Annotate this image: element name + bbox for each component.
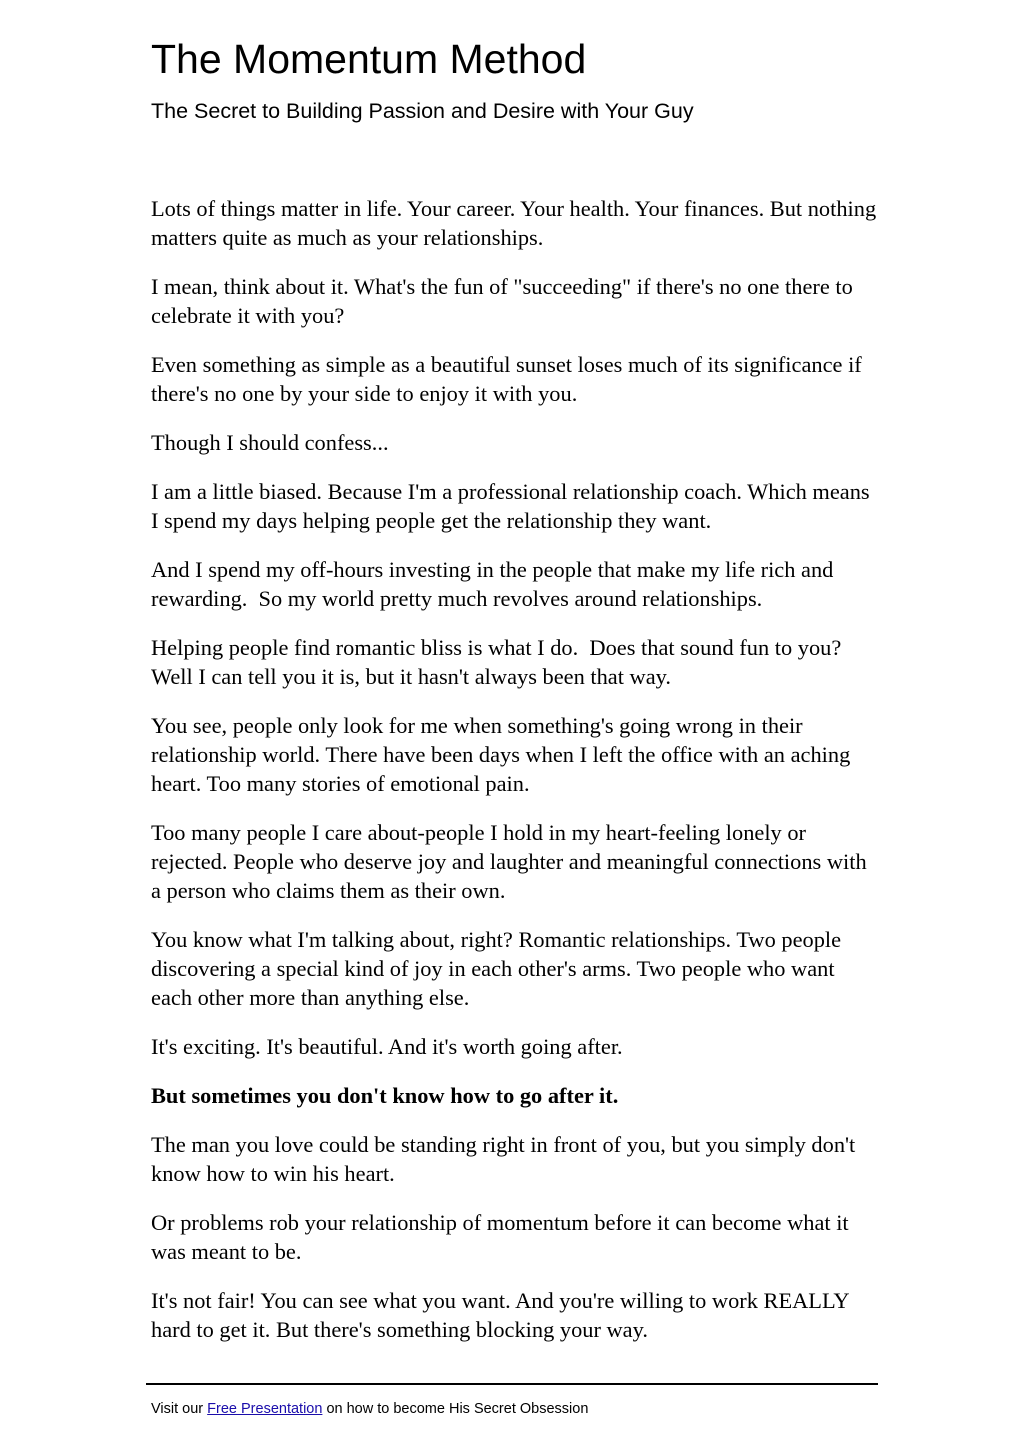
paragraph: I mean, think about it. What's the fun of "succeeding" if there's no one there to celebrate it with you? <box>151 274 859 328</box>
paragraph: It's not fair! You can see what you want. And you're willing to work REALLY hard to get it. But there's something blocking your way. <box>151 1288 855 1342</box>
paragraph: You know what I'm talking about, right? Romantic relationships. Two people discovering a special kind of joy in each other's arms. Two people who want each other more than anything else. <box>151 927 847 1010</box>
paragraph: Even something as simple as a beautiful sunset loses much of its significance if there's no one by your side to enjoy it with you. <box>151 352 868 406</box>
page-footer <box>151 1399 588 1419</box>
footer-prefix-text: Visit our <box>151 1401 208 1417</box>
paragraph: You see, people only look for me when something's going wrong in their relationship world. There have been days when I left the office with an aching heart. Too many stories of emotional pain. <box>151 713 856 796</box>
paragraph: And I spend my off-hours investing in the people that make my life rich and rewarding. So my world pretty much revolves around relationships. <box>151 557 839 611</box>
free-presentation-link[interactable]: Free Presentation <box>207 1401 323 1417</box>
paragraph: The man you love could be standing right in front of you, but you simply don't know how to win his heart. <box>151 1132 861 1186</box>
paragraph: Though I should confess... <box>151 430 389 455</box>
paragraph: Too many people I care about-people I hold in my heart-feeling lonely or rejected. People who deserve joy and laughter and meaningful connections with a person who claims them as their own. <box>151 820 873 903</box>
paragraph: It's exciting. It's beautiful. And it's worth going after. <box>151 1034 623 1059</box>
paragraph-bold: But sometimes you don't know how to go after it. <box>151 1083 619 1108</box>
document-title: The Momentum Method <box>151 36 587 82</box>
paragraph: Helping people find romantic bliss is what I do. Does that sound fun to you? Well I can tell you it is, but it hasn't always been that way. <box>151 635 847 689</box>
document-body <box>151 194 881 1364</box>
paragraph: Lots of things matter in life. Your career. Your health. Your finances. But nothing matters quite as much as your relationships. <box>151 196 882 250</box>
document-subtitle: The Secret to Building Passion and Desire with Your Guy <box>151 99 694 123</box>
footer-divider <box>146 1383 878 1385</box>
footer-suffix-text: on how to become His Secret Obsession <box>322 1401 589 1417</box>
paragraph: I am a little biased. Because I'm a professional relationship coach. Which means I spend my days helping people get the relationship they want. <box>151 479 876 533</box>
paragraph: Or problems rob your relationship of momentum before it can become what it was meant to be. <box>151 1210 855 1264</box>
